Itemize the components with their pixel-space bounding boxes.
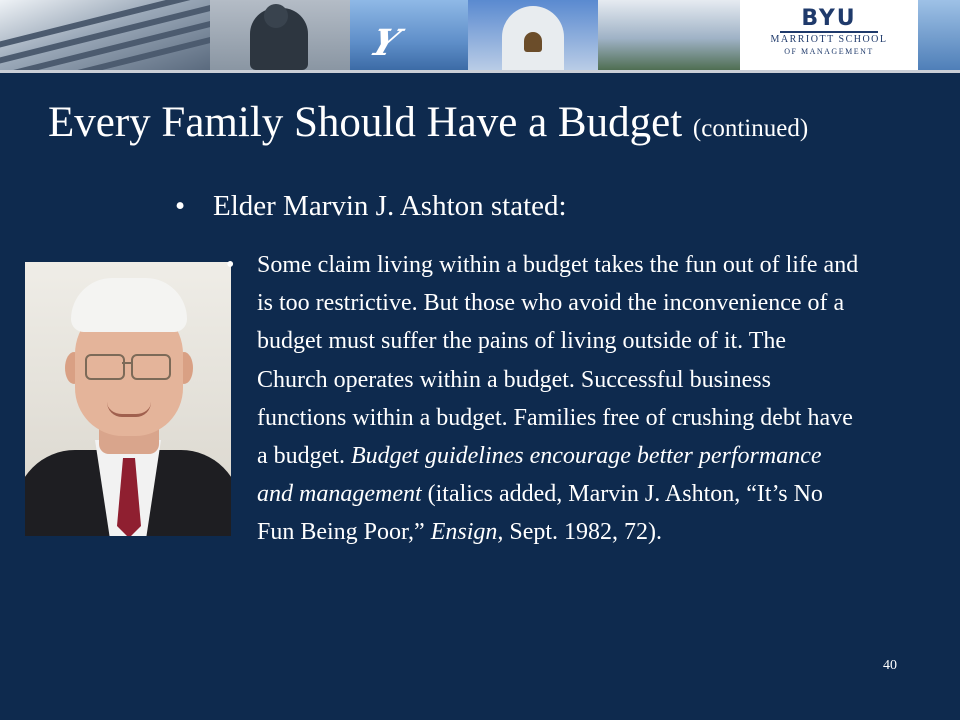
quote-citation-italic: Ensign, bbox=[430, 519, 504, 546]
slide-title-main: Every Family Should Have a Budget bbox=[48, 99, 683, 146]
quote-plain: Some claim living within a budget takes the fun out of life and is too restrictive. But those who avoid the inconvenience of a budget must suffer the pains of living outside of it. The Church operates within a budget. Successful business functions within a budget. Families free of crushing debt have a budget. bbox=[257, 252, 859, 470]
slide-title-suffix: (continued) bbox=[692, 115, 809, 142]
banner-photo-mountain-y: Y bbox=[350, 0, 468, 70]
banner-photo-sky bbox=[918, 0, 960, 70]
banner-photo-bell-tower bbox=[468, 0, 598, 70]
quote-text bbox=[257, 246, 862, 552]
logo-line1: MARRIOTT SCHOOL bbox=[770, 34, 888, 45]
banner-photo-building bbox=[0, 0, 210, 70]
banner-photo-statue bbox=[210, 0, 350, 70]
quote-citation-a: (italics added, Marvin J. Ashton, “It’s No Fun Being Poor,” bbox=[257, 481, 823, 546]
banner-photo-campus bbox=[598, 0, 740, 70]
bullet-dot: • bbox=[175, 190, 186, 222]
slide-title bbox=[48, 98, 808, 147]
quote-italic: Budget guidelines encourage better performance and management bbox=[257, 443, 822, 508]
bullet-level1-text: Elder Marvin J. Ashton stated: bbox=[213, 190, 567, 222]
logo-byu-text: BYU bbox=[801, 6, 857, 31]
byu-marriott-logo bbox=[740, 0, 918, 70]
bullet-level1 bbox=[175, 190, 567, 223]
portrait-photo bbox=[25, 262, 231, 536]
bullet-dot-level2: • bbox=[226, 252, 235, 278]
logo-line2: OF MANAGEMENT bbox=[784, 47, 874, 56]
page-number: 40 bbox=[883, 658, 897, 673]
logo-rule bbox=[780, 31, 878, 33]
quote-citation-b: Sept. 1982, 72). bbox=[509, 519, 663, 546]
header-banner bbox=[0, 0, 960, 73]
